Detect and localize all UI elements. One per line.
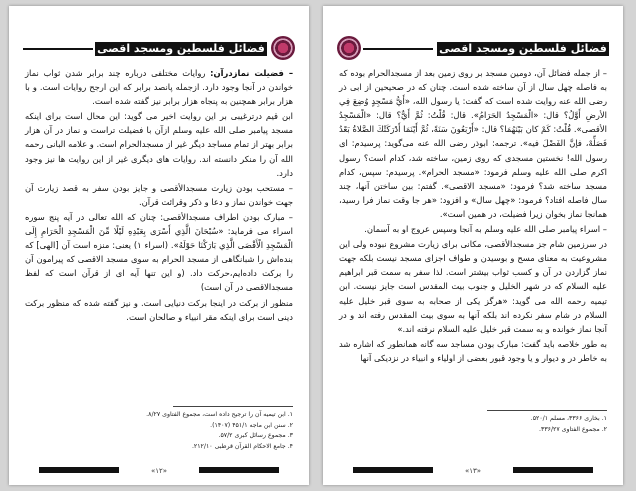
- paragraph: [25, 66, 293, 108]
- paragraph: ابن قیم درترغیبی بر این روایت اخیر می گوید: این محال است برای اینکه مسجد پیامبر صلی الله علیه وسلم ازآن با فضیلت تراست و نماز در آن هزار برابر بهتر از تمام مساجد دیگر غیر از مسجدالحرام است. و علامه البانی رحمه الله آن را منکر دانسته اند. روایات های دیگری غیر از این روایت ها نیز وجود دارد.: [25, 111, 293, 178]
- footnote: ۲. سنن ابن ماجه ۴۵۱/۱ (۱۴۰۷).: [210, 421, 293, 429]
- page-number-value: ۱۳: [469, 467, 477, 475]
- emblem-icon: [337, 36, 361, 60]
- left-page: [9, 6, 309, 485]
- footnote: ۱. ابن تیمیه آن را ترجیح داده است، مجموع الفتاوی ۸/۲۷.: [146, 411, 293, 418]
- running-title: فضائل فلسطين ومسجد اقصى: [437, 42, 609, 56]
- page-header: [337, 36, 609, 62]
- subheading: – فضیلت نمازدرآن:: [210, 68, 294, 78]
- footnotes: [25, 410, 293, 452]
- footnote: ۲. مجموع الفتاوی ۳۳۶/۲۷.: [539, 425, 607, 433]
- paragraph: در سرزمین شام جز مسجدالأقصی، مکانی برای زیارت مشروع نبوده ولی این مشروعیت به معنای مسح و بوسیدن و طواف اجزای مسجد نیست بلکه جهت نماز گزاردن در آن و کسب ثواب بیشتر است. لذا سفر به سمت قبر ابراهیم علیه السلام که در شهر الخلیل و جنوب بیت المقدس است جایز نیست. ابن تیمیه رحمه الله می گوید: «هرگز یکی از صحابه به سوی قبر خلیل علیه السلام در شام سفر نکرده اند بلکه آنها به سوی بیت المقدس رفته اند و در آنجا نماز خوانده و به سمت قبر خلیل علیه السلام نرفته اند.»: [339, 239, 607, 334]
- paragraph: – از جمله فضائل آن، دومین مسجد بر روی زمین بعد از مسجدالحرام بوده که به فاصله چهل سال از آن ساخته شده است. چنان که در صحیحین از ابی ذر رضی الله عنه روایت شده است که گفت: یا رسول الله، «أَيُّ مَسْجِدٍ وُضِعَ فِي الأرضِ أَوَّلُ؟ قال: «الْمَسْجِدُ الحَرَامُ». قال: قُلْتُ: ثُمَّ أَيٌّ؟ قال: «الْمَسْجِدُ الأقصى». قُلْتُ: كَمْ كان بَيْنَهُمَا؟ قال: «أَرْبَعُونَ سَنَةً، ثُمَّ أَيْنَمَا أَدْرَكَتْكَ الصَّلاةُ بَعْدُ فَصَلِّهْ، فإنَّ الفَضْلَ فيه». ترجمه: ابوذر رضی الله عنه می‌گوید: پرسیدم: ای رسول الله! نخستین مسجدی که روی زمین، ساخته شد، کدام است؟ رسول اکرم صلی الله علیه وسلم فرمود: «مسجد الحرام». پرسیدم: سپس، کدام مسجد ساخته شد؟ فرمود: «مسجد الاقصی». گفتم: بین ساختن آنها، چند سال فاصله افتاد؟ فرمود: «چهل سال» و افزود: «هر جا وقت نماز فرا رسید، همانجا نماز بخوان زیرا فضیلت، در همین است».: [339, 68, 607, 219]
- footnotes: [339, 414, 607, 435]
- header-rule: [363, 48, 433, 50]
- paragraph: – مبارک بودن اطراف مسجدالأقصی: چنان که الله تعالی در آیه پنج سوره اسراء می فرماید: «سُبْحَانَ الَّذِي أَسْرَى بِعَبْدِهِ لَيْلًا مِّنَ الْمَسْجِدِ الْحَرَامِ إِلَى الْمَسْجِدِ الْأَقْصَى الَّذِي بَارَكْنَا حَوْلَهُ». (اسراء ۱) یعنی: منزه است آن [الهی] که بنده‌اش را شبانگاهی از مسجد الحرام به سوی مسجد الاقصی که پیرامون آن را برکت داده‌ایم،حرکت داد. (و این تنها آیه ای از قرآن است که لفظ مسجدالاقصی در آن است): [25, 211, 293, 293]
- footnote: ۱. بخاری ۳۳۶۶، مسلم ۵۲۰/۱.: [530, 415, 607, 422]
- footnote: ۴. جامع الاحکام القرآن قرطبی ۲۱۲/۱۰.: [191, 442, 293, 450]
- footnote-rule: [173, 406, 293, 407]
- footnote: ۳. مجموع رسائل کبری ۵۷/۲.: [218, 432, 293, 439]
- running-title: فضائل فلسطين ومسجد اقصى: [95, 42, 267, 56]
- page-header: [23, 36, 295, 62]
- paragraph: – اسراء پیامبر صلی الله علیه وسلم به آنجا وسپس عروج او به آسمان.: [364, 224, 607, 235]
- paragraph: منظور از برکت در اینجا برکت دنیایی است. و نیز گفته شده که منظور برکت دینی است برای اینکه مقر انبیاء و صالحان است.: [25, 297, 293, 322]
- page-body: [25, 66, 293, 325]
- right-page: [323, 6, 623, 485]
- paragraph: – مستحب بودن زیارت مسجدالأقصی و جایز بودن سفر به قصد زیارت آن جهت خواندن نماز و دعا و ذکر وقرائت قرآن.: [25, 182, 293, 207]
- header-rule: [23, 48, 93, 50]
- paragraph-text: روایات مختلفی درباره چند برابر شدن ثواب نماز خواندن در آنجا وجود دارد. ازجمله پانصد برابر که این ارجح روایات است. و با هزار برابر همچنین به پنجاه هزار برابر نیز گفته شده است.: [25, 68, 293, 107]
- paragraph: به طور خلاصه باید گفت: مبارک بودن مساجد سه گانه همانطور که اشاره شد به خاطر در و دیوار و یا وجود قبور بعضی از اولیاء و انبیاء در نزدیکی آنها: [339, 338, 607, 363]
- emblem-icon: [271, 36, 295, 60]
- page-number: «۱۲»: [150, 467, 168, 475]
- page-body: [339, 66, 607, 366]
- footnote-rule: [487, 410, 607, 411]
- page-number: «۱۳»: [464, 467, 482, 475]
- page-number-value: ۱۲: [155, 467, 163, 475]
